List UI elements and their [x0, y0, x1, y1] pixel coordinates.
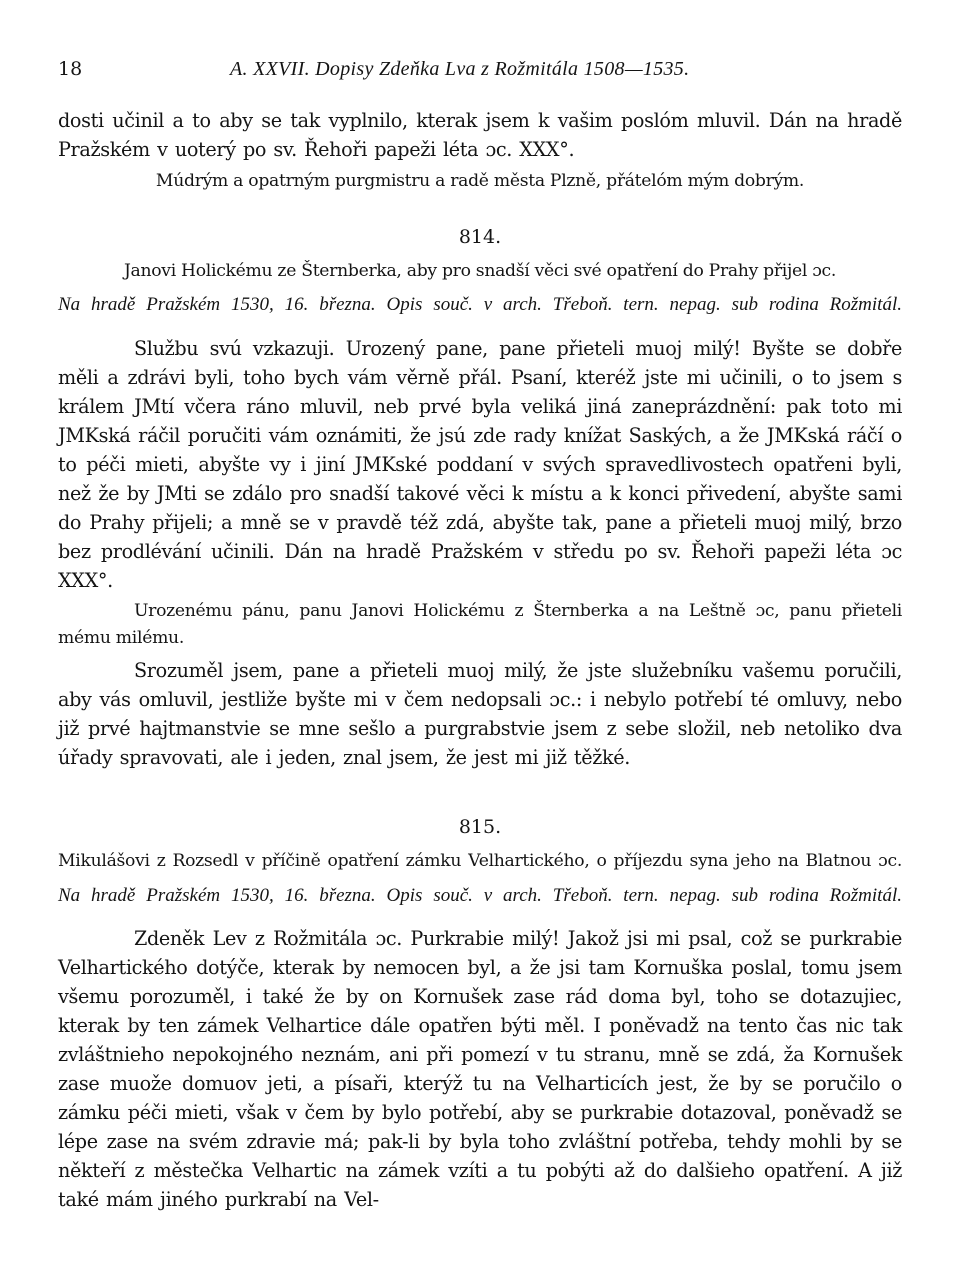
page-header [58, 56, 902, 86]
continuation-address: Múdrým a opatrným purgmistru a radě města Plzně, přátelóm mým dobrým. [155, 171, 805, 191]
continuation-paragraph: dosti učinil a to aby se tak vyplnilo, kterak jsem k vašim poslóm mluvil. Dán na hradě Pražském v uoterý po sv. Řehoři papeži léta ɔc. XXX°. [58, 109, 902, 161]
letter-815-body: Zdeněk Lev z Rožmitála ɔc. Purkrabie milý! Jakož jsi mi psal, což se purkrabie Velhartického dotýče, kterak by nemocen byl, a že jsi tam Kornuška poslal, tomu jsem všemu porozuměl, i také že by on Kornušek zase rád doma byl, toho se dotazujiec, kterak by ten zámek Velhartice dále opatřen býti měl. I poněvadž na tento čas nic tak zvláštnieho nepokojného neznám, ani při pomezí v tu stranu, mně se zdá, ža Kornušek zase muože domuov jeti, a písaři, kterýž tu na Velharticích jest, že by se poručilo o zámku péči mieti, však v čem by bylo potřebí, aby se purkrabie dotazoval, poněvadž se lépe zase na svém zdravie má; pak-li by byla toho zvláštní potřeba, tehdy mohli by se někteří z městečka Velhartic na zámek vzíti a tu pobýti až do dalšieho opatření. A již také mám jiného purkrabí na Vel- [58, 927, 902, 1211]
letter-814-postscript: Srozuměl jsem, pane a přieteli muoj milý, že jste služebníku vašemu poručili, aby vás omluvil, jestliže byšte mi v čem nedopsali ɔc.: i nebylo potřebí té omluvy, nebo již prvé hajtmanstvie se mne sešlo a purgrabstvie jsem z sebe složil, neb netoliko dva úřady spravovati, ale i jeden, znal jsem, že jest mi již těžké. [58, 659, 902, 769]
letter-814-number: 814. [458, 226, 502, 248]
running-title: A. XXVII. Dopisy Zdeňka Lva z Rožmitála 1508—1535. [230, 58, 690, 80]
letter-814-body: Službu svú vzkazuji. Urozený pane, pane přieteli muoj milý! Byšte se dobře měli a zdrávi byli, toho bych vám věrně přál. Psaní, kteréž jste mi učinili, o to jsem s králem JMtí včera ráno mluvil, neb prvé byla veliká jiná zaneprázdnění: pak toto mi JMKská ráčil poručiti vám oznámiti, že jsú zde rady knížat Saských, a že JMKská ráčí o to péči mieti, abyšte vy i jiní JMKské poddaní v svých spravedlivostech opatřeni byli, než že by JMti se zdálo pro snadší takové věci k místu a k konci přivedení, abyšte sami do Prahy přijeli; a mně se v pravdě též zdá, abyšte tak, pane a přieteli muoj milý, brzo bez prodlévání učinili. Dán na hradě Pražském v středu po sv. Řehoři papeži léta ɔc XXX°. [58, 337, 902, 592]
letter-815-source: Na hradě Pražském 1530, 16. března. Opis souč. v arch. Třeboň. tern. nepag. sub rodina Rožmitál. [58, 885, 902, 906]
letter-814-source: Na hradě Pražském 1530, 16. března. Opis souč. v arch. Třeboň. tern. nepag. sub rodina Rožmitál. [58, 294, 902, 315]
page-number: 18 [58, 58, 83, 80]
letter-814-summary: Janovi Holickému ze Šternberka, aby pro snadší věci své opatření do Prahy přijel ɔc. [123, 261, 837, 281]
letter-814-address: Urozenému pánu, panu Janovi Holickému z Šternberka a na Leštně ɔc, panu přieteli mému milému. [58, 601, 902, 648]
letter-815-summary: Mikulášovi z Rozsedl v příčině opatření zámku Velhartického, o příjezdu syna jeho na Blatnou ɔc. [58, 851, 902, 871]
letter-815-number: 815. [458, 816, 502, 838]
